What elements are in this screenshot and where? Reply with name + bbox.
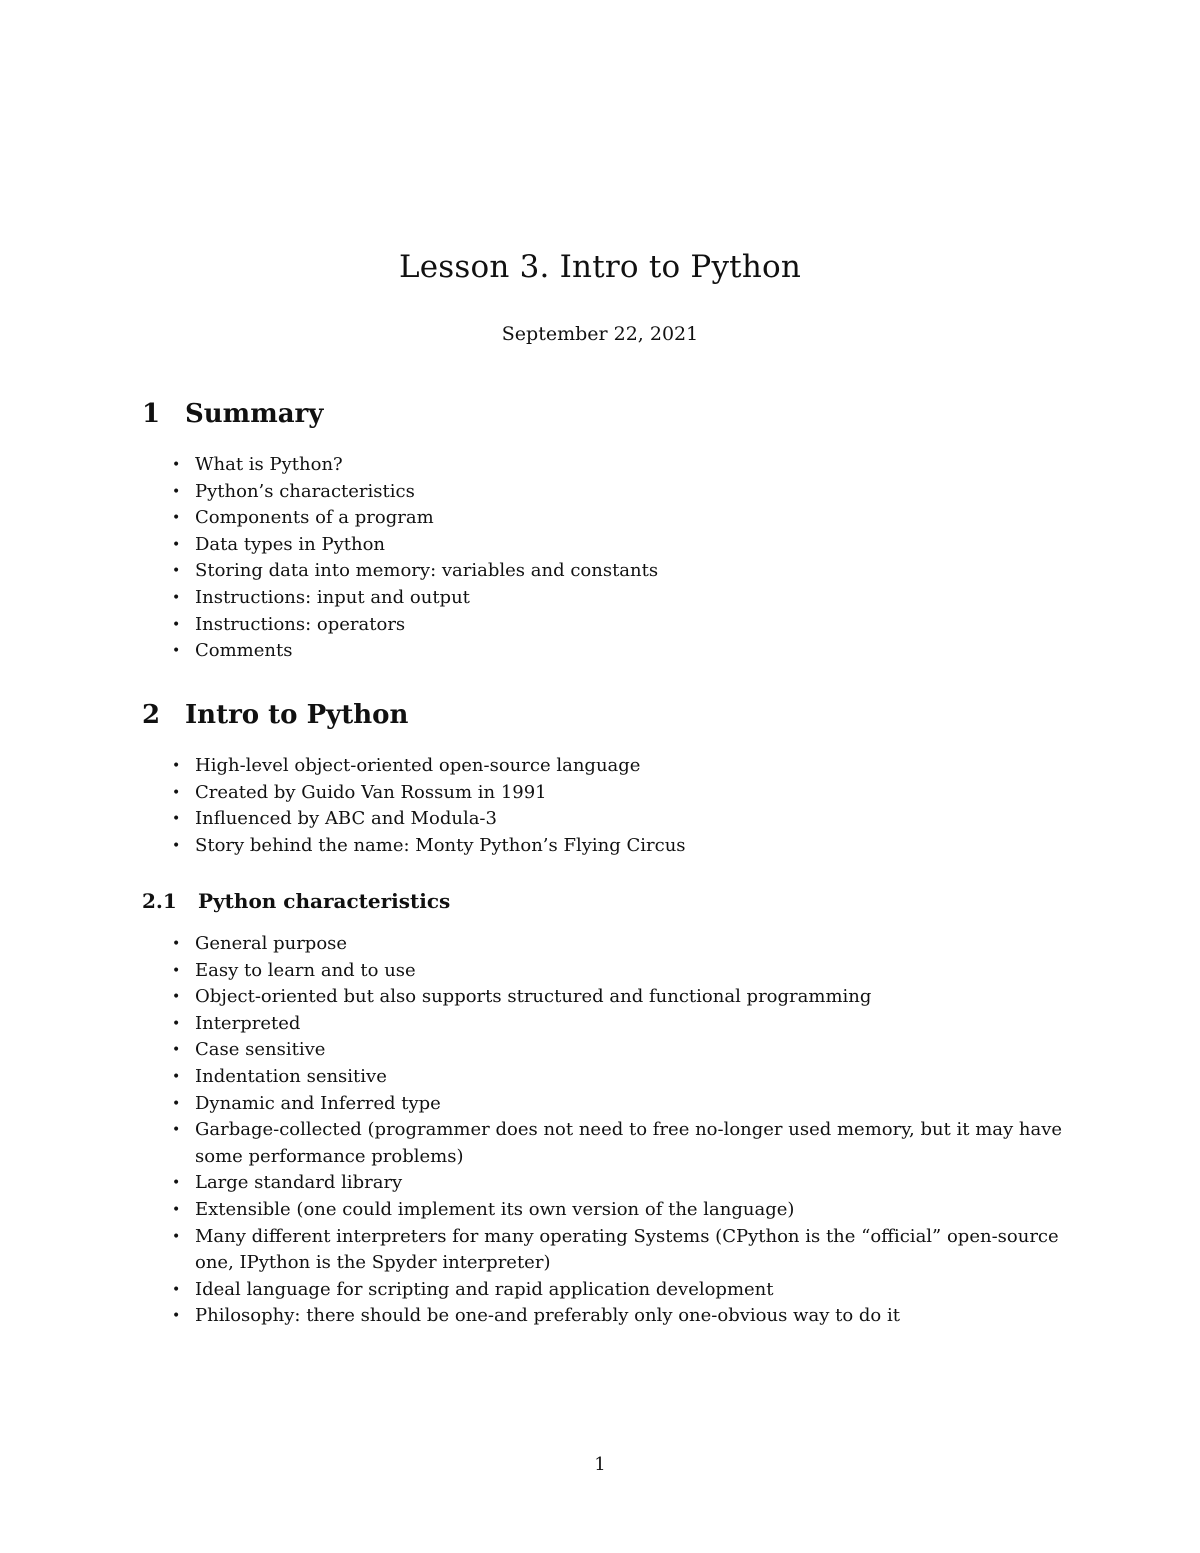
list-item: • Story behind the name: Monty Python’s Flying Circus [170,833,1070,860]
list-item: • Influenced by ABC and Modula-3 [170,806,1070,833]
section-number: 2 [142,700,161,730]
list-item: • Case sensitive [170,1037,1070,1064]
list-item: • Instructions: input and output [170,585,1070,612]
list-item: • Comments [170,638,1070,665]
summary-list [170,452,1070,665]
list-item: • Object-oriented but also supports structured and functional programming [170,984,1070,1011]
subsection-title: Python characteristics [198,889,451,913]
list-item: • Interpreted [170,1011,1070,1038]
list-item: • Many different interpreters for many operating Systems (CPython is the “official” open-source one, IPython is the Spyder interpreter) [170,1224,1070,1277]
list-item: • Created by Guido Van Rossum in 1991 [170,780,1070,807]
list-item: • Easy to learn and to use [170,958,1070,985]
section-heading-intro [142,700,408,730]
list-item: • Large standard library [170,1170,1070,1197]
subsection-number: 2.1 [142,889,177,913]
document-date: September 22, 2021 [501,323,699,345]
subsection-heading-characteristics [142,889,450,913]
intro-list [170,753,1070,859]
list-item: • General purpose [170,931,1070,958]
list-item: • What is Python? [170,452,1070,479]
list-item: • Extensible (one could implement its own version of the language) [170,1197,1070,1224]
list-item: • Philosophy: there should be one-and preferably only one-obvious way to do it [170,1303,1070,1330]
list-item: • Indentation sensitive [170,1064,1070,1091]
section-number: 1 [142,399,161,429]
list-item: • Garbage-collected (programmer does not need to free no-longer used memory, but it may have some performance problems) [170,1117,1070,1170]
list-item: • High-level object-oriented open-source language [170,753,1070,780]
section-heading-summary [142,399,323,429]
section-title: Intro to Python [185,700,409,730]
list-item: • Instructions: operators [170,612,1070,639]
section-title: Summary [185,399,324,429]
list-item: • Ideal language for scripting and rapid application development [170,1277,1070,1304]
list-item: • Python’s characteristics [170,479,1070,506]
list-item: • Dynamic and Inferred type [170,1091,1070,1118]
characteristics-list [170,931,1070,1330]
document-title: Lesson 3. Intro to Python [398,248,802,285]
page-number: 1 [594,1454,606,1475]
list-item: • Components of a program [170,505,1070,532]
list-item: • Storing data into memory: variables and constants [170,558,1070,585]
list-item: • Data types in Python [170,532,1070,559]
